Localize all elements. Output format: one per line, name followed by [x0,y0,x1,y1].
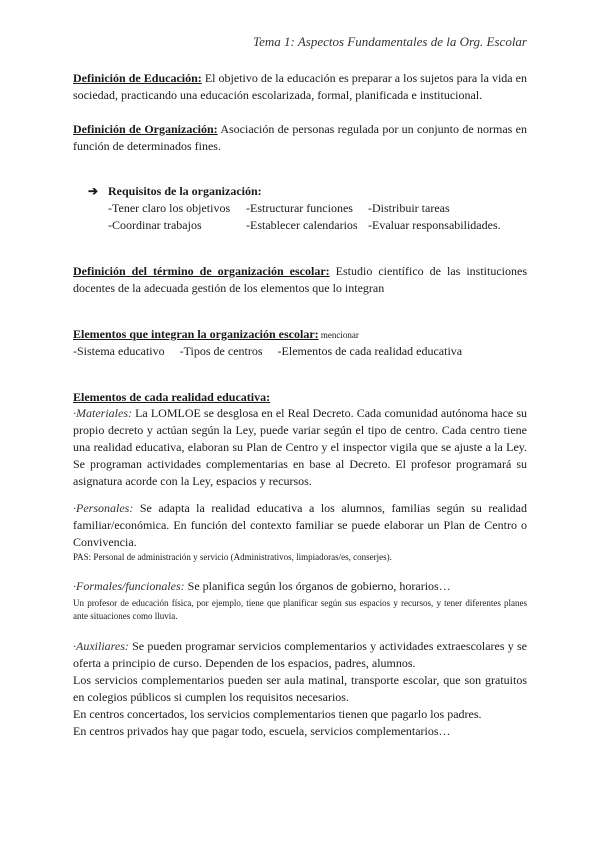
requisito-item: -Coordinar trabajos [108,218,202,232]
elementos-realidad-term: Elementos de cada realidad educativa: [73,390,271,404]
formales-paragraph [73,578,527,595]
elemento-item: -Sistema educativo [73,344,165,358]
materiales-paragraph [73,405,527,490]
auxiliares-text: Se pueden programar servicios complementarios y actividades extraescolares y se oferta a principio de curso. Dependen de los espacios, padres, alumnos. [73,639,527,670]
elemento-item: -Elementos de cada realidad educativa [277,344,463,358]
auxiliares-label: ·Auxiliares: [73,639,129,653]
elementos-integran-note: mencionar [318,330,359,340]
definicion-educacion-text: El objetivo de la educación es preparar a los sujetos para la vida en sociedad, practicando una educación escolarizada, formal, planificada e institucional. [73,71,528,102]
definicion-organizacion-term: Definición de Organización: [73,122,218,136]
pas-note: PAS: Personal de administración y servicio (Administrativos, limpiadoras/es, conserjes). [73,552,392,562]
auxiliares-paragraph-4: En centros privados hay que pagar todo, escuela, servicios complementarios… [73,724,451,738]
formales-label: ·Formales/funcionales: [73,579,185,593]
requisitos-organizacion [88,183,508,234]
formales-note: Un profesor de educación física, por ejemplo, tiene que planificar según sus espacios y recursos, y tener diferentes planes ante situaciones como lluvia. [73,598,527,621]
requisito-item: -Estructurar funciones [246,201,353,215]
arrow-right-icon: ➔ [88,184,99,198]
formales-text: Se planifica según los órganos de gobierno, horarios… [184,579,451,593]
definicion-educacion [73,70,527,104]
materiales-label: ·Materiales: [73,406,132,420]
elementos-realidad-title [73,389,527,406]
definicion-educacion-term: Definición de Educación: [73,71,202,85]
requisito-item: -Evaluar responsabilidades. [368,218,501,232]
elementos-integran [73,326,527,360]
personales-paragraph [73,500,527,551]
definicion-org-escolar-text: Estudio científico de las instituciones docentes de la adecuada gestión de los elementos que lo integran [73,264,528,295]
requisitos-title: Requisitos de la organización: [108,184,262,198]
auxiliares-paragraph-2: Los servicios complementarios pueden ser aula matinal, transporte escolar, que son gratuitos en colegios públicos si cumplen los requisitos necesarios. [73,673,527,704]
materiales-text: La LOMLOE se desglosa en el Real Decreto. Cada comunidad autónoma hace su propio decreto y actúan según la Ley, puede variar según el tipo de centro. Cada centro tiene una realidad educativa, elaboran su Plan de Centro y el inspector vigila que se ajuste a la Ley. Se programan actividades complementarias en base al Decreto. El profesor programará su asignatura acorde con la Ley, espacios y recursos. [73,406,527,488]
personales-text: Se adapta la realidad educativa a los alumnos, familias según su realidad familiar/económica. En función del contexto familiar se puede elaborar un Plan de Centro o Convivencia. [73,501,527,549]
requisito-item: -Establecer calendarios [246,218,358,232]
definicion-organizacion-escolar [73,263,527,297]
requisito-item: -Distribuir tareas [368,201,450,215]
page-header: Tema 1: Aspectos Fundamentales de la Org. Escolar [253,34,527,49]
requisito-item: -Tener claro los objetivos [108,201,231,215]
auxiliares-paragraph [73,638,527,740]
elemento-item: -Tipos de centros [179,344,263,358]
definicion-org-escolar-term: Definición del término de organización escolar: [73,264,330,278]
auxiliares-paragraph-3: En centros concertados, los servicios complementarios tienen que pagarlo los padres. [73,707,482,721]
definicion-organizacion [73,121,527,155]
definicion-organizacion-text: Asociación de personas regulada por un conjunto de normas en función de determinados fines. [73,122,527,153]
elementos-integran-term: Elementos que integran la organización escolar: [73,327,319,341]
personales-label: ·Personales: [73,501,134,515]
